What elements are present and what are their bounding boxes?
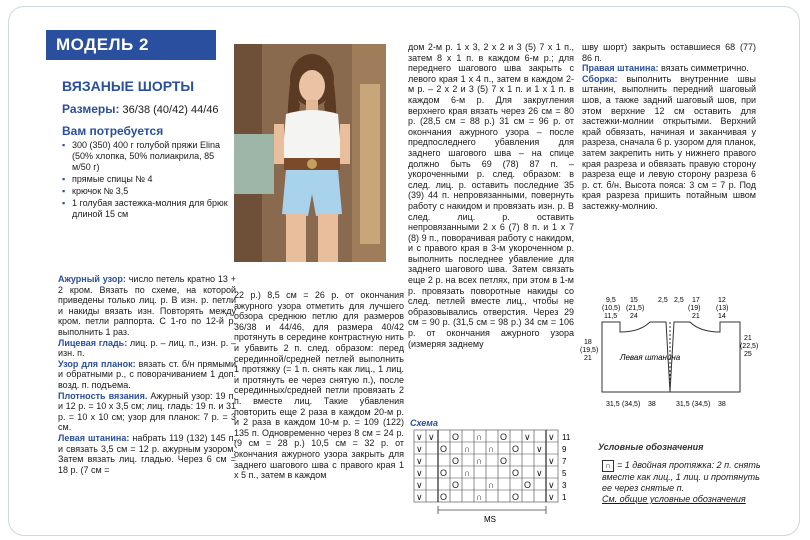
- svg-text:O: O: [500, 456, 508, 466]
- svg-text:O: O: [500, 432, 508, 442]
- sizes: [62, 102, 219, 116]
- para-text: набрать 119 (132) 145 п. и связать 3,5 см = 12 р. ажурным узором. Затем вязать лиц. гладью. Через 6 см = 18 р. (7 см =: [58, 432, 236, 475]
- instructions-col-1: [58, 274, 236, 475]
- svg-text:∩: ∩: [488, 444, 495, 454]
- svg-text:O: O: [524, 480, 532, 490]
- dim-top-left: (10,5): [602, 305, 621, 312]
- para-heading: Плотность вязания.: [58, 390, 148, 401]
- row-number: 3: [562, 481, 567, 490]
- repeat-label: MS: [484, 515, 496, 524]
- para-text: выполнить внутренние швы штанин, выполнить передний шаговый шов, а также задний шаговый шов, при этом верхние 12 см оставить для застежки-молнии открытыми. Верхний край обвязать, начиная и заканчивая у разреза, сначала 6 р. узором для планок, затем закрепить нить у нижнего правого края разреза и обвязать правую сторону разреза еще и левую сторону разреза 6 р. ст. б/н. Высота пояса: 3 см = 7 р. Под края разреза пришить потайным швом застежку-молнию.: [582, 73, 756, 211]
- svg-text:∨: ∨: [536, 468, 543, 478]
- dim-right-height: 25: [744, 351, 752, 358]
- left-leg-para: [58, 433, 236, 475]
- svg-text:∨: ∨: [428, 432, 435, 442]
- material-item: ▪ крючок № 3,5: [62, 186, 232, 197]
- dim-left-height: 18: [584, 339, 592, 346]
- dim-bottom-right: (34,5): [692, 401, 711, 408]
- material-item: ▪ 300 (350) 400 г голубой пряжи Elina (50% хлопка, 50% полиакрила, 85 м/50 г): [62, 140, 232, 173]
- svg-text:∨: ∨: [416, 456, 423, 466]
- svg-text:∩: ∩: [476, 432, 483, 442]
- model-photo: [234, 44, 386, 262]
- para-heading: Лицевая гладь:: [58, 337, 128, 348]
- assembly-para: [582, 74, 756, 212]
- svg-text:∨: ∨: [416, 432, 423, 442]
- para-text: шву шорт) закрыть оставшиеся 68 (77) 86 п.: [582, 42, 756, 63]
- svg-text:∨: ∨: [416, 444, 423, 454]
- dim-bottom-right: 38: [718, 401, 726, 408]
- legend-link[interactable]: См. общие условные обозначения: [602, 494, 746, 504]
- legend-title: Условные обозначения: [598, 442, 704, 452]
- knitting-chart: [410, 428, 580, 529]
- page-title: ВЯЗАНЫЕ ШОРТЫ: [62, 78, 195, 94]
- svg-text:∨: ∨: [536, 444, 543, 454]
- para-text: вязать симметрично.: [660, 63, 749, 74]
- row-number: 9: [562, 445, 567, 454]
- dim-top-far-right: 12: [718, 297, 726, 304]
- para-heading: Правая штанина:: [582, 63, 659, 74]
- svg-text:∨: ∨: [548, 432, 555, 442]
- para-text: 22 р.) 8,5 см = 26 р. от окончания ажурного узора отметить для лучшего обзора среднюю петлю для размеров 36/38 и 44/46, для размера 40/42 протянуть в середине контрастную нить и убавить 2 п. след. образом: перед серединной/средней петлей выполнить 1 протяжку (= 1 п. снять как лиц., 1 лиц. и протянуть ее через снятую п.), после серединных/средней петли провязать 2 п. вместе лиц. Такие убавления повторить еще 2 раза в каждом 20-м р. и 2 раза в каждом 10-м р. = 109 (122) 135 п. Одновременно через 8 см = 24 р. (9 см = 28 р.) 10,5 см = 32 р. от окончания ажурного узора закрыть для заднего шагового шва с правого края 1 х 5 п., затем в каждом: [234, 290, 404, 481]
- dim-left-height: (19,5): [580, 347, 599, 354]
- svg-text:∩: ∩: [476, 456, 483, 466]
- pattern-para: [58, 274, 236, 338]
- dim-top-right: 21: [692, 313, 700, 320]
- photo-illustration: [234, 44, 386, 262]
- legend-item: = 1 двойная протяжка: 2 п. снять вместе как лиц., 1 лиц. и протянуть ее через снятые п.: [602, 460, 761, 493]
- dim-top-far-right: (13): [716, 305, 729, 312]
- dim-left-height: 21: [584, 355, 592, 362]
- dim-right-height: 21: [744, 335, 752, 342]
- dim-top-mid: 24: [630, 313, 638, 320]
- para-heading: Сборка:: [582, 73, 618, 84]
- svg-text:∨: ∨: [416, 480, 423, 490]
- svg-text:∩: ∩: [488, 480, 495, 490]
- para-heading: Левая штанина:: [58, 432, 130, 443]
- row-number: 1: [562, 493, 567, 502]
- row-number: 7: [562, 457, 567, 466]
- svg-text:∨: ∨: [524, 432, 531, 442]
- sizes-value: 36/38 (40/42) 44/46: [122, 104, 219, 116]
- dim-top-far-right: 14: [718, 313, 726, 320]
- instructions-col-3: [408, 42, 574, 349]
- instructions-col-2: [234, 290, 404, 481]
- para-heading: Ажурный узор:: [58, 274, 126, 284]
- para-heading: Узор для планок:: [58, 358, 136, 369]
- dim-top-mid: 15: [630, 297, 638, 304]
- svg-text:O: O: [440, 468, 448, 478]
- svg-text:O: O: [440, 492, 448, 502]
- para-text: вязать ст. б/н прямыми и обратными р., с поворачиванием 1 доп. возд. п. подъема.: [58, 358, 237, 390]
- pattern-diagram: [580, 292, 760, 427]
- model-banner: МОДЕЛЬ 2: [46, 30, 216, 60]
- dim-right-height: (22,5): [740, 343, 759, 350]
- svg-text:O: O: [452, 480, 460, 490]
- gauge-para: [58, 391, 236, 433]
- right-leg-para: [582, 63, 756, 74]
- dim-bottom-left: 38: [648, 401, 656, 408]
- svg-text:∨: ∨: [416, 492, 423, 502]
- materials-list: [62, 140, 232, 221]
- svg-text:O: O: [512, 444, 520, 454]
- dim-top-center: 2,5: [674, 297, 684, 304]
- stockinette-para: [58, 338, 236, 359]
- dim-top-right: (19): [688, 305, 701, 312]
- material-item: ▪ прямые спицы № 4: [62, 174, 232, 185]
- dim-top-mid: (21,5): [626, 305, 645, 312]
- svg-text:O: O: [512, 492, 520, 502]
- dim-bottom-left: 31,5: [606, 401, 620, 408]
- svg-text:∩: ∩: [464, 444, 471, 454]
- para-text: лиц. р. – лиц. п., изн. р. – изн. п.: [58, 337, 236, 359]
- dim-bottom-right: 31,5: [676, 401, 690, 408]
- materials-title: Вам потребуется: [62, 124, 164, 138]
- row-number: 11: [562, 433, 571, 442]
- svg-text:O: O: [440, 444, 448, 454]
- dim-top-left: 11,5: [604, 313, 618, 320]
- svg-text:O: O: [452, 456, 460, 466]
- svg-text:∨: ∨: [416, 468, 423, 478]
- svg-text:O: O: [512, 468, 520, 478]
- dim-top-right: 17: [692, 297, 700, 304]
- row-number: 5: [562, 469, 567, 478]
- svg-text:∨: ∨: [548, 480, 555, 490]
- svg-text:O: O: [452, 432, 460, 442]
- schema-title: Схема: [410, 418, 438, 428]
- para-text: Ажурный узор: 19 п. и 12 р. = 10 х 3,5 см; лиц. гладь: 19 п. и 31 р. = 10 х 10 см; узор для планок: 7 р. = 3 см.: [58, 390, 236, 433]
- svg-text:∩: ∩: [464, 468, 471, 478]
- svg-text:∨: ∨: [548, 492, 555, 502]
- svg-text:∩: ∩: [476, 492, 483, 502]
- band-pattern-para: [58, 359, 236, 391]
- sizes-label: Размеры:: [62, 102, 120, 116]
- legend: [602, 460, 762, 505]
- para-text: дом 2-м р. 1 х 3, 2 х 2 и 3 (5) 7 х 1 п., затем 8 х 1 п. в каждом 6-м р.; для переднего шагового шва закрыть с левого края 1 х 4 п., затем в каждом 2-м р. – 2 х 2 и 3 (5) 7 х 1 п. и 1 х 1 п. в каждом 6-м р. Для закругления верхнего края вязать через 26 см = 80 р. (28,5 см = 88 р.) 31 см = 96 р. от окончания ажурного узора – после предпоследнего убавления для заднего шагового шва – на спице должно быть 69 (78) 87 п. – укороченными р. след. образом: в след. лиц. р. оставить последние 35 (39) 44 п. непровязанными, повернуть работу с накидом и провязать изн. р. В след. лиц. р. оставить непровязанными 2 х 6 (7) 8 п. и 1 х 7 (8) 9 п., поворачивая работу с накидом, и с правого края в 3-м укороченном р. выполнить последнее убавление для заднего шагового шва. Затем связать еще 2 р. на всех петлях, при этом в 1-м р. провязать поворотные накиды со след. петлей вместе лиц., чтобы не образовывались отверстия. Через 29 см = 90 р. (31,5 см = 98 р.) 34 см = 106 р. от окончания ажурного узора (измеряя заднему: [408, 42, 574, 349]
- material-item: ▪ 1 голубая застежка-молния для брюк длиной 15 см: [62, 198, 232, 220]
- para-text: число петель кратно 13 + 2 кром. Вязать по схеме, на которой приведены только лиц. р. В изн. р. петли и накиды вязать изн. Повторять между кром. петли раппорта. С 1-го по 12-й р. выполнить 1 раз.: [58, 274, 236, 337]
- instructions-col-4: [582, 42, 756, 212]
- double-decrease-icon: ∩: [602, 460, 614, 472]
- svg-text:∨: ∨: [548, 456, 555, 466]
- pattern-label: Левая штанина: [620, 353, 681, 362]
- dim-top-center: 2,5: [658, 297, 668, 304]
- dim-top-left: 9,5: [606, 297, 616, 304]
- dim-bottom-left: (34,5): [622, 401, 641, 408]
